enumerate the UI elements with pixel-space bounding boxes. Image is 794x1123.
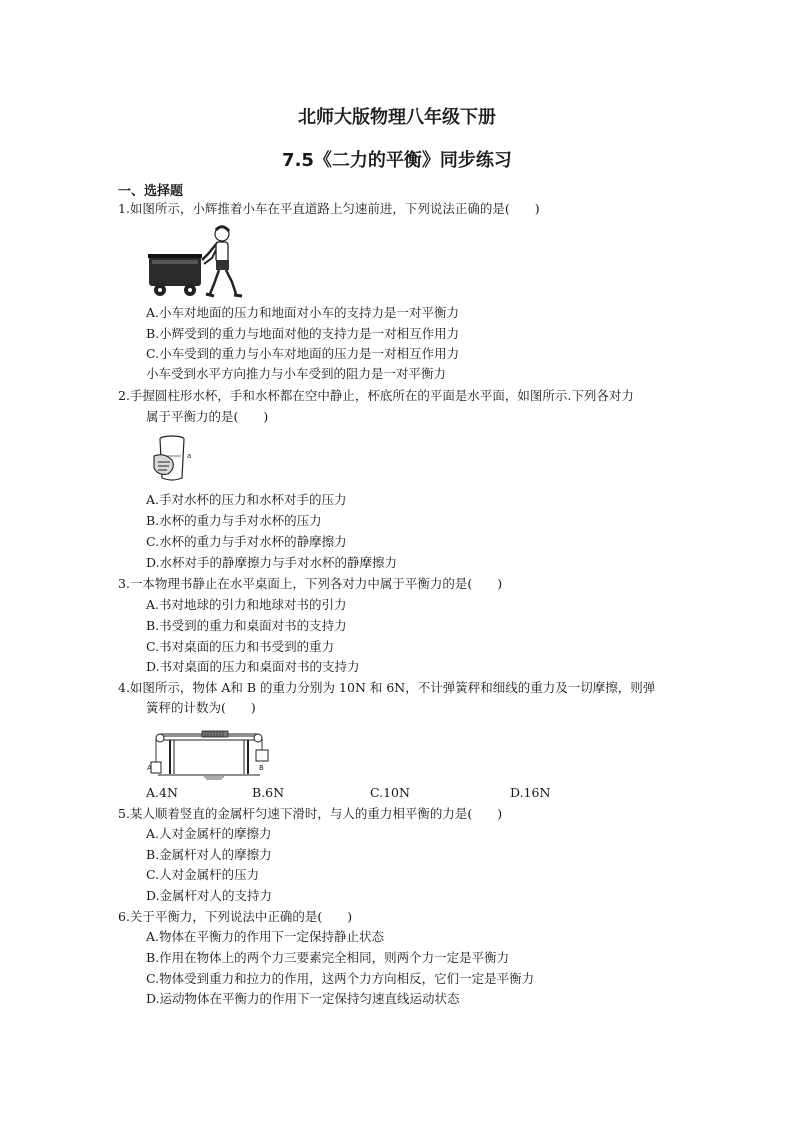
- question-6-option-b: B.作用在物体上的两个力三要素完全相同，则两个力一定是平衡力: [146, 950, 510, 965]
- question-3-option-d: D.书对桌面的压力和桌面对书的支持力: [146, 659, 360, 674]
- question-1-option-d: 小车受到水平方向推力与小车受到的阻力是一对平衡力: [146, 366, 447, 381]
- svg-text:a: a: [187, 452, 192, 460]
- question-3-option-c: C.书对桌面的压力和书受到的重力: [146, 639, 335, 654]
- question-2-stem-continued: 属于平衡力的是( ): [146, 409, 269, 424]
- question-1-option-c: C.小车受到的重力与小车对地面的压力是一对相互作用力: [146, 346, 460, 361]
- question-4-stem: 4.如图所示，物体 A和 B 的重力分别为 10N 和 6N，不计弹簧秤和细线的重力及一切摩擦，则弹: [118, 680, 656, 695]
- figure-label-a: A: [147, 764, 152, 772]
- question-3-option-a: A.书对地球的引力和地球对书的引力: [146, 597, 347, 612]
- question-5-option-b: B.金属杆对人的摩擦力: [146, 847, 272, 862]
- question-6-option-d: D.运动物体在平衡力的作用下一定保持匀速直线运动状态: [146, 991, 460, 1006]
- question-5-option-c: C.人对金属杆的压力: [146, 867, 260, 882]
- document-subtitle: 7.5《二力的平衡》同步练习: [282, 150, 512, 171]
- question-1-stem: 1.如图所示，小辉推着小车在平直道路上匀速前进，下列说法正确的是( ): [118, 201, 540, 216]
- spring-scale-pulley-figure: [148, 724, 268, 782]
- question-6-stem: 6.关于平衡力，下列说法中正确的是( ): [118, 909, 353, 924]
- boy-pushing-cart-figure: [146, 224, 246, 302]
- question-2-option-b: B.水杯的重力与手对水杯的压力: [146, 513, 322, 528]
- question-2-option-d: D.水杯对手的静摩擦力与手对水杯的静摩擦力: [146, 555, 398, 570]
- question-4-option-a: A.4N: [146, 785, 178, 800]
- section-heading: 一、选择题: [118, 184, 184, 199]
- question-1-option-a: A.小车对地面的压力和地面对小车的支持力是一对平衡力: [146, 305, 460, 320]
- question-2-option-a: A.手对水杯的压力和水杯对手的压力: [146, 492, 347, 507]
- hand-holding-cup-figure: [150, 434, 196, 484]
- question-2-option-c: C.水杯的重力与手对水杯的静摩擦力: [146, 534, 347, 549]
- question-1-option-b: B.小辉受到的重力与地面对他的支持力是一对相互作用力: [146, 326, 460, 341]
- figure-label-b: B: [259, 764, 264, 772]
- document-title: 北师大版物理八年级下册: [298, 107, 496, 128]
- question-5-option-d: D.金属杆对人的支持力: [146, 888, 273, 903]
- question-5-option-a: A.人对金属杆的摩擦力: [146, 826, 272, 841]
- question-3-stem: 3.一本物理书静止在水平桌面上，下列各对力中属于平衡力的是( ): [118, 576, 503, 591]
- question-6-option-c: C.物体受到重力和拉力的作用，这两个力方向相反，它们一定是平衡力: [146, 971, 535, 986]
- question-4-option-b: B.6N: [252, 785, 285, 800]
- question-4-option-d: D.16N: [510, 785, 551, 800]
- question-5-stem: 5.某人顺着竖直的金属杆匀速下滑时，与人的重力相平衡的力是( ): [118, 806, 503, 821]
- question-4-stem-continued: 簧秤的计数为( ): [146, 700, 256, 715]
- question-2-stem: 2.手握圆柱形水杯，手和水杯都在空中静止，杯底所在的平面是水平面，如图所示.下列各对力: [118, 388, 634, 403]
- question-3-option-b: B.书受到的重力和桌面对书的支持力: [146, 618, 347, 633]
- question-4-options-row: [0, 785, 794, 803]
- question-4-option-c: C.10N: [370, 785, 410, 800]
- question-6-option-a: A.物体在平衡力的作用下一定保持静止状态: [146, 929, 385, 944]
